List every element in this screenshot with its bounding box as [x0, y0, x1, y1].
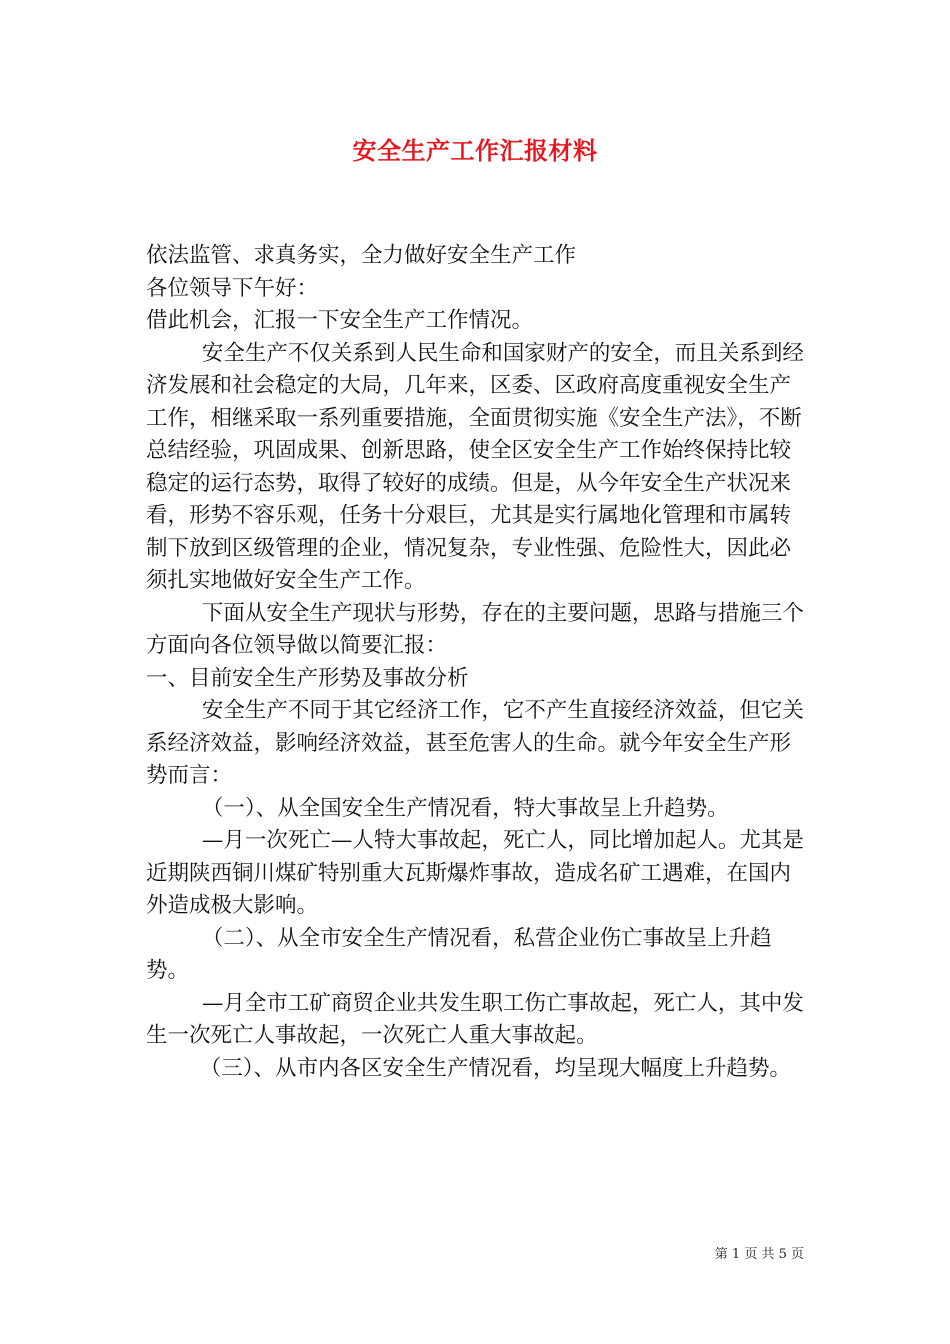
body-paragraph: —月全市工矿商贸企业共发生职工伤亡事故起，死亡人，其中发生一次死亡人事故起，一次死亡人重大事故起。: [146, 990, 804, 1048]
page-number: 第 1 页 共 5 页: [714, 1247, 804, 1262]
section-heading: 一、目前安全生产形势及事故分析: [146, 665, 469, 691]
body-paragraph: 下面从安全生产现状与形势，存在的主要问题，思路与措施三个方面向各位领导做以简要汇报：: [146, 600, 804, 658]
subsection-heading: （三）、从市内各区安全生产情况看，均呈现大幅度上升趋势。: [199, 1055, 792, 1081]
subtitle-paragraph: 依法监管、求真务实，全力做好安全生产工作: [146, 243, 577, 268]
document-title: 安全生产工作汇报材料: [352, 136, 598, 165]
subsection-heading: （一）、从全国安全生产情况看，特大事故呈上升趋势。: [201, 795, 729, 821]
body-paragraph: 安全生产不同于其它经济工作，它不产生直接经济效益，但它关系经济效益，影响经济效益，甚至危害人的生命。就今年安全生产形势而言：: [146, 698, 804, 788]
subsection-heading: （二）、从全市安全生产情况看，私营企业伤亡事故呈上升趋势。: [146, 925, 772, 983]
intro-paragraph: 借此机会，汇报一下安全生产工作情况。: [146, 308, 534, 333]
document-body: [146, 240, 810, 1085]
greeting-paragraph: 各位领导下午好：: [146, 275, 319, 301]
body-paragraph: 安全生产不仅关系到人民生命和国家财产的安全，而且关系到经济发展和社会稳定的大局，几年来，区委、区政府高度重视安全生产工作，相继采取一系列重要措施，全面贯彻实施《安全生产法》，不断总结经验，巩固成果、创新思路，使全区安全生产工作始终保持比较稳定的运行态势，取得了较好的成绩。但是，从今年安全生产状况来看，形势不容乐观，任务十分艰巨，尤其是实行属地化管理和市属转制下放到区级管理的企业，情况复杂，专业性强、危险性大，因此必须扎实地做好安全生产工作。: [146, 340, 804, 593]
body-paragraph: —月一次死亡—人特大事故起，死亡人，同比增加起人。尤其是近期陕西铜川煤矿特别重大瓦斯爆炸事故，造成名矿工遇难，在国内外造成极大影响。: [146, 828, 804, 918]
